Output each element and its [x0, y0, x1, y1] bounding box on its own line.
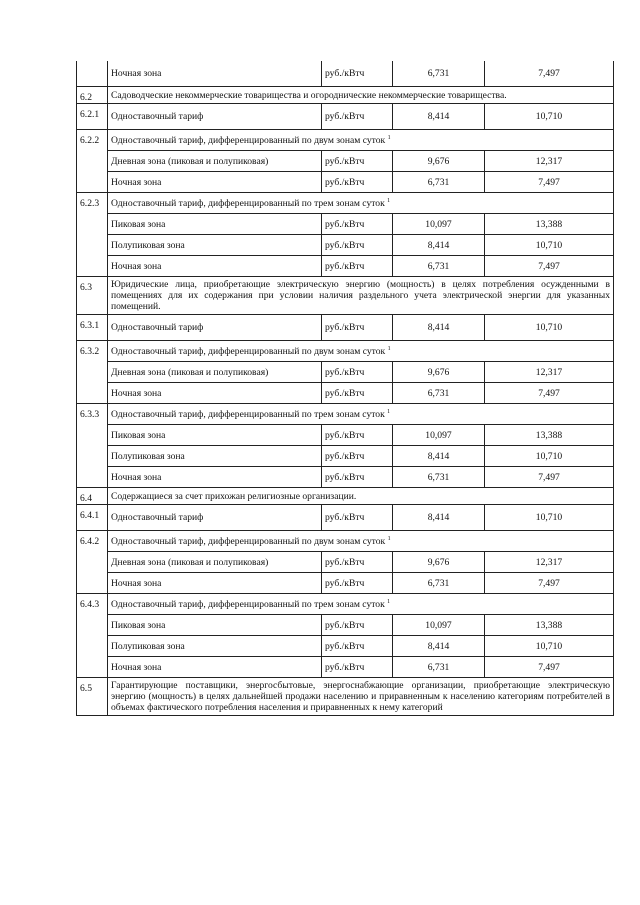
zone-name: Пиковая зона: [108, 425, 322, 446]
tariff-value-1: 9,676: [393, 151, 485, 172]
unit-cell: руб./кВтч: [322, 615, 393, 636]
footnote-marker: 1: [387, 408, 391, 415]
row-number: 6.4.2: [77, 531, 108, 594]
tariff-value-1: 6,731: [393, 256, 485, 277]
tariff-value-2: 7,497: [485, 467, 614, 488]
zone-name: Одноставочный тариф: [108, 315, 322, 341]
zone-name: Одноставочный тариф: [108, 104, 322, 130]
tariff-value-1: 10,097: [393, 214, 485, 235]
tariff-row: [77, 362, 614, 383]
category-description: Содержащиеся за счет прихожан религиозные организации.: [108, 488, 614, 505]
tariff-row: [77, 214, 614, 235]
tariff-group-title: [108, 130, 614, 151]
tariff-value-1: 8,414: [393, 235, 485, 256]
tariff-row: [77, 256, 614, 277]
tariff-value-2: 7,497: [485, 61, 614, 87]
zone-name: Пиковая зона: [108, 214, 322, 235]
tariff-row: [77, 425, 614, 446]
zone-name: Ночная зона: [108, 61, 322, 87]
tariff-value-1: 6,731: [393, 383, 485, 404]
footnote-marker: 1: [387, 535, 391, 542]
category-row: [77, 488, 614, 505]
unit-cell: руб./кВтч: [322, 573, 393, 594]
unit-cell: руб./кВтч: [322, 315, 393, 341]
tariff-group-text: Одноставочный тариф, дифференцированный по трем зонам суток: [111, 598, 385, 610]
tariff-value-1: 8,414: [393, 315, 485, 341]
row-number: 6.4: [77, 488, 108, 505]
tariff-row: [77, 657, 614, 678]
row-number: 6.3.2: [77, 341, 108, 404]
tariff-value-1: 6,731: [393, 657, 485, 678]
footnote-marker: 1: [387, 197, 391, 204]
tariff-group-title: [108, 594, 614, 615]
tariff-table-body: [77, 61, 614, 716]
tariff-value-2: 12,317: [485, 151, 614, 172]
zone-name: Ночная зона: [108, 573, 322, 594]
zone-name: Полупиковая зона: [108, 235, 322, 256]
unit-cell: руб./кВтч: [322, 425, 393, 446]
tariff-group-row: [77, 193, 614, 214]
tariff-value-2: 7,497: [485, 172, 614, 193]
unit-cell: руб./кВтч: [322, 61, 393, 87]
tariff-value-1: 8,414: [393, 505, 485, 531]
zone-name: Полупиковая зона: [108, 636, 322, 657]
footnote-marker: 1: [387, 345, 391, 352]
tariff-group-text: Одноставочный тариф, дифференцированный по двум зонам суток: [111, 134, 386, 146]
tariff-value-2: 10,710: [485, 235, 614, 256]
unit-cell: руб./кВтч: [322, 505, 393, 531]
tariff-value-1: 6,731: [393, 172, 485, 193]
category-description: Садоводческие некоммерческие товарищества и огороднические некоммерческие товарищества.: [108, 87, 614, 104]
tariff-row: [77, 636, 614, 657]
row-number: 6.3.3: [77, 404, 108, 488]
unit-cell: руб./кВтч: [322, 256, 393, 277]
tariff-row: [77, 104, 614, 130]
zone-name: Дневная зона (пиковая и полупиковая): [108, 552, 322, 573]
category-description: Гарантирующие поставщики, энергосбытовые, энергоснабжающие организации, приобретающие электрическую энергию (мощность) в целях дальнейшей продажи населению и приравненным к населению категориям потребителей в объемах фактического потребления населения и приравненных к нему категорий: [108, 678, 614, 716]
row-number: 6.4.3: [77, 594, 108, 678]
zone-name: Дневная зона (пиковая и полупиковая): [108, 362, 322, 383]
zone-name: Ночная зона: [108, 172, 322, 193]
row-number: 6.2: [77, 87, 108, 104]
tariff-row: [77, 467, 614, 488]
unit-cell: руб./кВтч: [322, 657, 393, 678]
tariff-value-2: 10,710: [485, 315, 614, 341]
tariff-value-2: 10,710: [485, 505, 614, 531]
tariff-row: [77, 552, 614, 573]
tariff-value-1: 10,097: [393, 615, 485, 636]
unit-cell: руб./кВтч: [322, 552, 393, 573]
unit-cell: руб./кВтч: [322, 214, 393, 235]
tariff-group-title: [108, 341, 614, 362]
tariff-row: [77, 383, 614, 404]
tariff-value-2: 13,388: [485, 615, 614, 636]
footnote-marker: 1: [387, 598, 391, 605]
unit-cell: руб./кВтч: [322, 235, 393, 256]
unit-cell: руб./кВтч: [322, 446, 393, 467]
tariff-value-1: 6,731: [393, 467, 485, 488]
zone-name: Ночная зона: [108, 657, 322, 678]
tariff-value-2: 7,497: [485, 256, 614, 277]
row-number: 6.3.1: [77, 315, 108, 341]
tariff-value-2: 10,710: [485, 636, 614, 657]
tariff-row: [77, 151, 614, 172]
row-number: 6.2.2: [77, 130, 108, 193]
tariff-group-title: [108, 404, 614, 425]
tariff-value-1: 10,097: [393, 425, 485, 446]
tariff-value-2: 12,317: [485, 362, 614, 383]
tariff-value-2: 10,710: [485, 104, 614, 130]
unit-cell: руб./кВтч: [322, 636, 393, 657]
category-description: Юридические лица, приобретающие электрическую энергию (мощность) в целях потребления осужденными в помещениях для их содержания при условии наличия раздельного учета электрической энергии для указанных помещений.: [108, 277, 614, 315]
tariff-value-1: 8,414: [393, 104, 485, 130]
row-number: 6.2.1: [77, 104, 108, 130]
tariff-group-title: [108, 193, 614, 214]
tariff-value-1: 8,414: [393, 446, 485, 467]
tariff-value-1: 8,414: [393, 636, 485, 657]
tariff-value-1: 6,731: [393, 61, 485, 87]
tariff-row: [77, 172, 614, 193]
tariff-value-1: 9,676: [393, 552, 485, 573]
tariff-group-row: [77, 531, 614, 552]
unit-cell: руб./кВтч: [322, 151, 393, 172]
tariff-group-text: Одноставочный тариф, дифференцированный по двум зонам суток: [111, 535, 386, 547]
tariff-group-row: [77, 594, 614, 615]
tariff-value-1: 6,731: [393, 573, 485, 594]
unit-cell: руб./кВтч: [322, 104, 393, 130]
zone-name: Ночная зона: [108, 383, 322, 404]
unit-cell: руб./кВтч: [322, 467, 393, 488]
tariff-value-2: 7,497: [485, 573, 614, 594]
zone-name: Пиковая зона: [108, 615, 322, 636]
tariff-group-text: Одноставочный тариф, дифференцированный по трем зонам суток: [111, 197, 385, 209]
tariff-value-2: 10,710: [485, 446, 614, 467]
tariff-value-2: 13,388: [485, 425, 614, 446]
row-number: 6.4.1: [77, 505, 108, 531]
tariff-row: [77, 61, 614, 87]
category-row: [77, 277, 614, 315]
row-number: 6.2.3: [77, 193, 108, 277]
row-number: 6.5: [77, 678, 108, 716]
footnote-marker: 1: [387, 134, 391, 141]
row-number: 6.3: [77, 277, 108, 315]
tariff-group-title: [108, 531, 614, 552]
zone-name: Дневная зона (пиковая и полупиковая): [108, 151, 322, 172]
tariff-row: [77, 235, 614, 256]
category-row: [77, 87, 614, 104]
unit-cell: руб./кВтч: [322, 172, 393, 193]
tariff-value-2: 7,497: [485, 383, 614, 404]
row-number: [77, 61, 108, 87]
zone-name: Одноставочный тариф: [108, 505, 322, 531]
tariff-group-text: Одноставочный тариф, дифференцированный по трем зонам суток: [111, 408, 385, 420]
tariff-table: [76, 61, 614, 716]
tariff-group-row: [77, 404, 614, 425]
tariff-value-2: 12,317: [485, 552, 614, 573]
tariff-value-1: 9,676: [393, 362, 485, 383]
tariff-row: [77, 573, 614, 594]
unit-cell: руб./кВтч: [322, 362, 393, 383]
tariff-row: [77, 315, 614, 341]
tariff-group-text: Одноставочный тариф, дифференцированный по двум зонам суток: [111, 345, 386, 357]
tariff-value-2: 7,497: [485, 657, 614, 678]
zone-name: Ночная зона: [108, 467, 322, 488]
zone-name: Полупиковая зона: [108, 446, 322, 467]
category-row: [77, 678, 614, 716]
tariff-group-row: [77, 130, 614, 151]
tariff-value-2: 13,388: [485, 214, 614, 235]
tariff-row: [77, 505, 614, 531]
unit-cell: руб./кВтч: [322, 383, 393, 404]
tariff-group-row: [77, 341, 614, 362]
zone-name: Ночная зона: [108, 256, 322, 277]
tariff-row: [77, 615, 614, 636]
tariff-row: [77, 446, 614, 467]
